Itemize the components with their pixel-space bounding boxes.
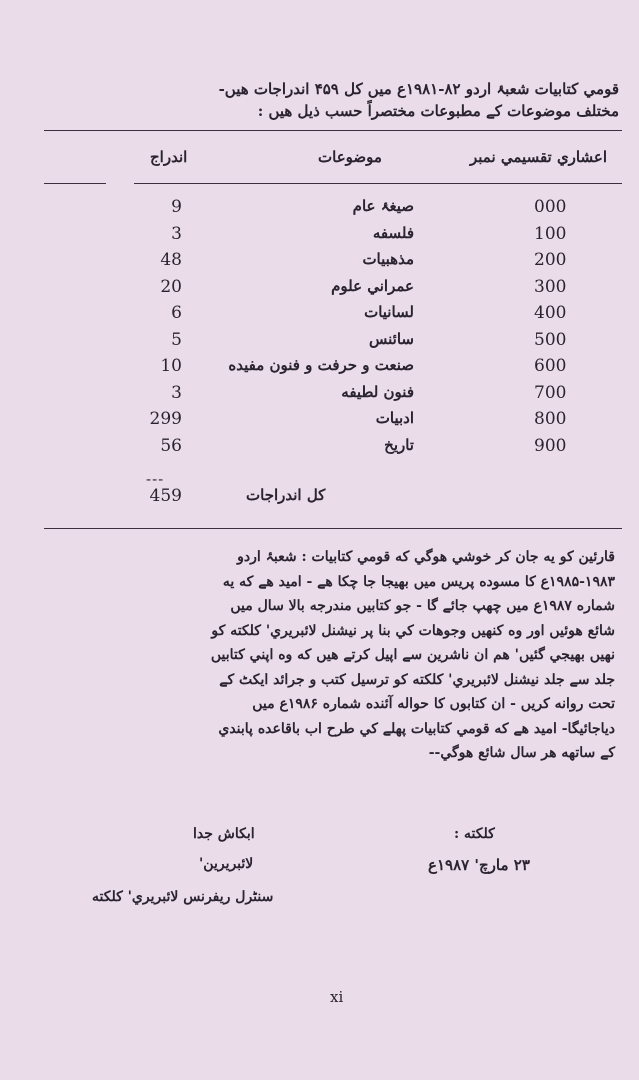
entries-count: 20 <box>160 276 182 297</box>
classification-number: 600 <box>534 356 567 376</box>
table-row <box>0 303 639 329</box>
subject-name: لسانيات <box>364 303 414 321</box>
signature-date: ۲۳ مارچ' ۱۹۸۷ع <box>428 856 530 874</box>
total-separator: --- <box>146 470 165 488</box>
header-classification: اعشاري تقسيمي نمبر <box>470 148 607 166</box>
intro-text <box>40 78 619 122</box>
table-bottom-rule <box>44 528 622 529</box>
subject-name: تاريخ <box>384 435 414 454</box>
entries-count: 9 <box>171 197 182 217</box>
table-row <box>0 250 639 276</box>
header-underline-right <box>134 183 622 184</box>
notice-paragraph <box>54 545 615 766</box>
entries-count: 5 <box>171 329 182 350</box>
signature-name: ابكاش جدا <box>193 826 255 842</box>
header-subject: موضوعات <box>318 148 382 166</box>
subject-name: صيغۂ عام <box>352 197 414 215</box>
classification-number: 300 <box>534 276 567 297</box>
classification-number: 700 <box>534 382 567 403</box>
entries-count: 299 <box>149 409 182 429</box>
paragraph-line: نهيں بهيجي گئيں' هم ان ناشرين سے اپيل كرتے هيں كه وه اپني كتابيں <box>210 647 615 663</box>
header-underline-left <box>44 183 106 184</box>
paragraph-line: شائع هوئيں اور وه كنهيں وجوهات كي بنا پر نيشنل لائبريري' كلكته كو <box>211 622 615 639</box>
table-row <box>0 330 639 356</box>
table-row <box>0 224 639 250</box>
classification-number: 400 <box>534 303 567 323</box>
classification-number: 800 <box>534 409 567 429</box>
signature-institution: سنٹرل ريفرنس لائبريري' كلكته <box>92 889 274 905</box>
subject-name: فلسفه <box>372 223 414 242</box>
table-row <box>0 356 639 382</box>
table-row <box>0 383 639 409</box>
paragraph-line: ۱۹۸۵-۱۹۸۳ع كا مسوده پريس ميں بهيجا جا چكا هے - اميد هے كه يه <box>222 573 615 590</box>
paragraph-line: شماره ۱۹۸۷ع ميں چهپ جائے گا - جو كتابيں مندرجه بالا سال ميں <box>230 598 615 614</box>
table-row <box>0 436 639 462</box>
intro-line-2: مختلف موضوعات كے مطبوعات مختصراً حسب ذيل هيں : <box>257 102 619 120</box>
subject-name: عمراني علوم <box>331 276 414 295</box>
paragraph-line: دياجائيگا- اميد هے كه قومي كتابيات پهلے كي طرح اب باقاعده پابندي <box>218 720 615 737</box>
entries-count: 48 <box>160 250 182 270</box>
page-number: xi <box>330 988 344 1006</box>
table-row <box>0 277 639 303</box>
paragraph-line: قارئين كو يه جان كر خوشي هوگي كه قومي كتابيات : شعبۂ اردو <box>237 549 615 565</box>
classification-number: 100 <box>534 223 567 244</box>
header-entries: اندراج <box>150 148 188 166</box>
signature-place: كلكته : <box>454 826 495 842</box>
subject-name: سائنس <box>369 329 414 348</box>
intro-line-1: قومي كتابيات شعبۂ اردو ۸۲-۱۹۸۱ع ميں كل ۴۵۹ اندراجات هيں- <box>218 80 619 98</box>
classification-number: 500 <box>534 329 567 350</box>
signature-title: لائبريرين' <box>199 856 254 872</box>
table-row <box>0 197 639 223</box>
subject-name: فنون لطيفه <box>341 382 414 401</box>
total-value: 459 <box>149 486 182 506</box>
entries-count: 56 <box>160 435 182 456</box>
classification-number: 200 <box>534 250 567 270</box>
classification-number: 000 <box>534 197 567 217</box>
classification-number: 900 <box>534 435 567 456</box>
entries-count: 10 <box>160 356 182 376</box>
paragraph-line: كے ساتهه هر سال شائع هوگي-- <box>428 745 615 761</box>
subject-name: صنعت و حرفت و فنون مفيده <box>228 356 414 374</box>
paragraph-line: تحت روانه كريں - ان كتابوں كا حواله آئنده شماره ۱۹۸۶ع ميں <box>252 696 615 712</box>
subject-name: مذهبيات <box>362 250 414 268</box>
entries-count: 6 <box>171 303 182 323</box>
paragraph-line: جلد سے جلد نيشنل لائبريري' كلكته كو ترسيل كتب و جرائد ايكٹ كے <box>219 671 615 688</box>
total-label: كل اندراجات <box>246 486 326 504</box>
table-top-rule <box>44 130 622 131</box>
entries-count: 3 <box>171 223 182 244</box>
subject-name: ادبيات <box>375 409 414 427</box>
table-row <box>0 409 639 435</box>
entries-count: 3 <box>171 382 182 403</box>
